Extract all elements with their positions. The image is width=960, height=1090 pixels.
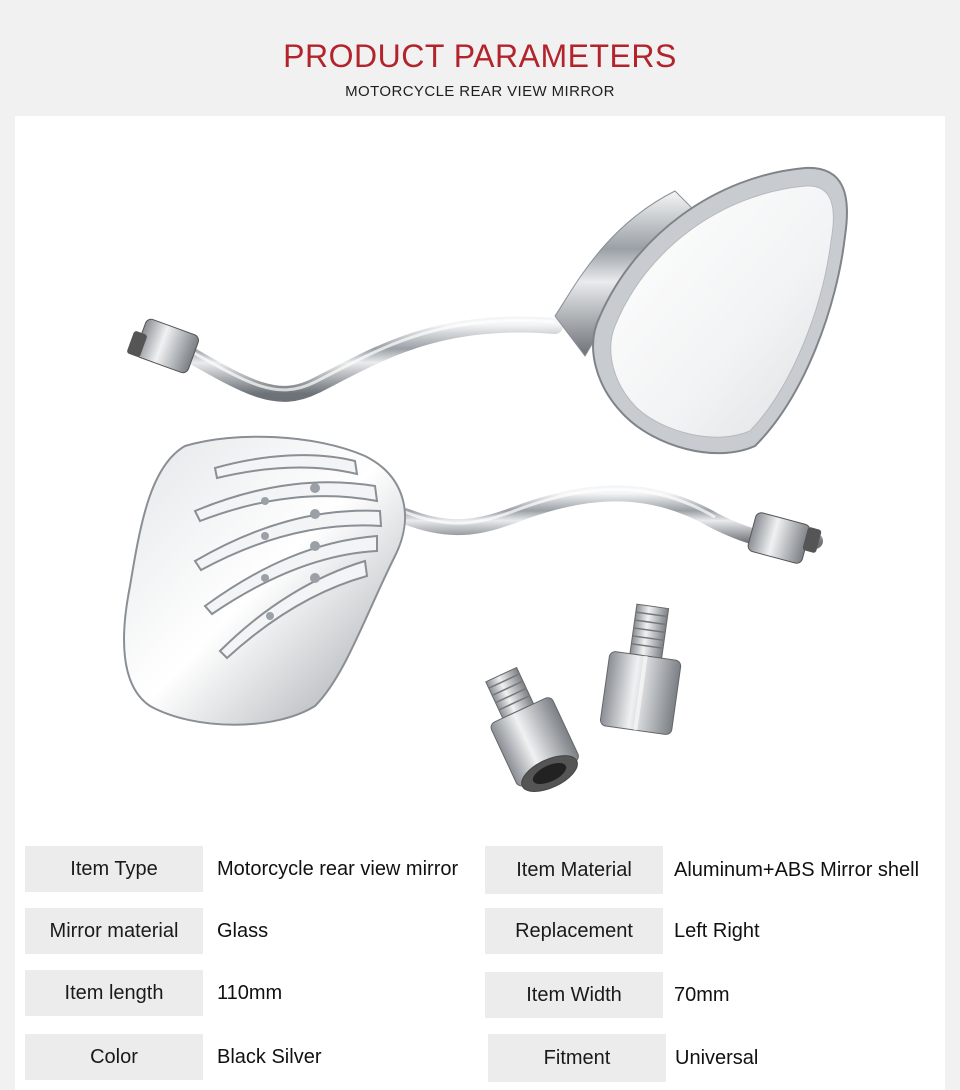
mirror-photo-icon <box>15 116 945 816</box>
param-label-color: Color <box>25 1034 203 1080</box>
param-value-item-type: Motorcycle rear view mirror <box>217 857 459 880</box>
param-label-item-width: Item Width <box>485 972 663 1018</box>
param-value-replacement: Left Right <box>674 919 760 942</box>
param-value-mirror-material: Glass <box>217 919 269 942</box>
page-header <box>0 0 960 116</box>
param-value-item-length: 110mm <box>217 981 283 1004</box>
param-label-item-length: Item length <box>25 970 203 1016</box>
param-label-item-material: Item Material <box>485 846 663 894</box>
page-subtitle: MOTORCYCLE REAR VIEW MIRROR <box>345 83 615 100</box>
product-panel <box>15 116 945 1090</box>
param-value-item-width: 70mm <box>674 983 730 1006</box>
param-label-item-type: Item Type <box>25 846 203 892</box>
param-value-item-material: Aluminum+ABS Mirror shell <box>674 858 920 881</box>
param-value-color: Black Silver <box>217 1045 322 1068</box>
param-label-replacement: Replacement <box>485 908 663 954</box>
param-label-fitment: Fitment <box>488 1034 666 1082</box>
param-value-fitment: Universal <box>675 1046 759 1069</box>
page-title: PRODUCT PARAMETERS <box>283 38 677 74</box>
param-label-mirror-material: Mirror material <box>25 908 203 954</box>
